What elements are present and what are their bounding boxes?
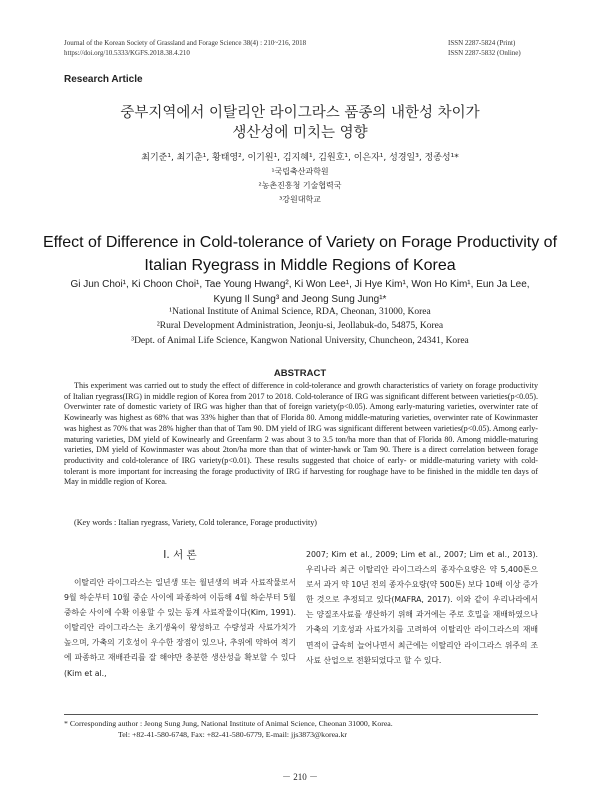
page-number: － 210 － xyxy=(281,772,318,782)
korean-affiliation-3: ³강원대학교 xyxy=(279,195,321,204)
abstract-heading: ABSTRACT xyxy=(273,368,327,379)
issn-online: ISSN 2287-5832 (Online) xyxy=(448,49,521,57)
doi-link[interactable]: https://doi.org/10.5333/KGFS.2018.38.4.210 xyxy=(64,49,190,57)
english-affiliation-1: ¹National Institute of Animal Science, RDA, Cheonan, 31000, Korea xyxy=(169,307,431,317)
footnote-line2: Tel: +82-41-580-6748, Fax: +82-41-580-6779, E-mail: jjs3873@korea.kr xyxy=(118,730,347,739)
korean-authors: 최기준¹, 최기춘¹, 황태영², 이기원¹, 김지혜¹, 김원호¹, 이은자¹, 성경일³, 정종성¹* xyxy=(141,153,459,163)
korean-title-line2: 생산성에 미치는 영향 xyxy=(232,125,368,141)
korean-affiliation-2: ²농촌진흥청 기술협력국 xyxy=(258,181,342,190)
english-title-line2: Italian Ryegrass in Middle Regions of Korea xyxy=(144,257,456,274)
journal-citation: Journal of the Korean Society of Grassland and Forage Science 38(4) : 210~216, 2018 xyxy=(64,39,307,47)
section-heading-introduction: Ⅰ. 서 론 xyxy=(163,549,197,561)
keywords-list: Italian ryegrass, Variety, Cold tolerance, Forage productivity) xyxy=(118,518,317,527)
english-affiliation-3: ³Dept. of Animal Life Science, Kangwon National University, Chuncheon, 24341, Korea xyxy=(131,336,469,346)
footnote-divider xyxy=(64,714,538,715)
english-affiliation-2: ²Rural Development Administration, Jeonju-si, Jeollabuk-do, 54875, Korea xyxy=(156,321,444,331)
intro-right-column: 2007; Kim et al., 2009; Lim et al., 2007; Lim et al., 2013). 우리나라 최근 이탈리안 라이그라스의 종자수요량은 약 5,400톤으로서 과거 약 10년 전의 종자수요량(약 500톤) 보다 10배 이상 증가한 것으로 추정되고 있다(MAFRA, 2017). 이와 같이 우리나라에서는 양질조사료를 생산하기 위해 과거에는 주로 호밀을 재배하였으나 가축의 기호성과 사료가치를 고려하여 이탈리안 라이그라스의 재배면적이 급속히 늘어나면서 최근에는 이탈리안 라이그라스 위주의 조사료 산업으로 전환되었다고 할 수 있다. xyxy=(306,550,538,665)
article-type: Research Article xyxy=(64,74,143,85)
footnote-line1: * Corresponding author : Jeong Sung Jung, National Institute of Animal Science, Cheonan 31000, Korea. xyxy=(64,719,393,728)
english-authors-line1: Gi Jun Choi¹, Ki Choon Choi¹, Tae Young Hwang², Ki Won Lee¹, Ji Hye Kim¹, Won Ho Kim¹, Eun Ja Lee, xyxy=(70,279,530,290)
abstract-text: This experiment was carried out to study the effect of difference in cold-tolerance and growth characteristics of variety on forage productivity of Italian ryegrass(IRG) in middle region of Korea from 2017 to 2018. Cold-tolerance of IRG was significant different between varieties(p<0.05). Overwinter rate of domestic variety of IRG was higher than that of foreign variety(p<0.05). Among early-maturing varieties, overwinter rate of Kowinearly was highest as 68% that was 33% higher than that of Florida 80. Among middle-maturing varieties, overwinter rate of Kowinmaster was highest as 70% that was 28% higher than that of Tam 90. DM yield of IRG was significant different between varieties(p<0.05). Among early-maturing varieties, DM yield of Kowinearly and Greenfarm 2 was about 3 to 3.5 ton/ha more than that of Florida 80. Among middle-maturing varieties, DM yield of Kowinmaster was about 2ton/ha more than that of winter-hawk or Tam 90. There is a direct correlation between forage productivity and cold-tolerance of IRG variety(p<0.01). These results suggested that choice of early- or middle-maturing variety with cold-tolerant is more important for increasing the forage productivity of IRG if harvesting for roughage have to be finished in the middle ten days of May in middle region of Korea. xyxy=(64,381,538,487)
english-title-line1: Effect of Difference in Cold-tolerance of Variety on Forage Productivity of xyxy=(42,234,558,251)
intro-left-column: 이탈리안 라이그라스는 일년생 또는 월년생의 벼과 사료작물로서 9월 하순부터 10월 중순 사이에 파종하여 이듬해 4월 하순부터 5월 중하순 사이에 수확 이용할 수 있는 동계 사료작물이다(Kim, 1991). 이탈리안 라이그라스는 초기생육이 왕성하고 수량성과 사료가치가 높으며, 가축의 기호성이 우수한 장점이 있으나, 추위에 약하여 적기에 파종하고 재배관리를 잘 해야만 충분한 생산성을 확보할 수 있다(Kim et al., xyxy=(64,578,296,678)
korean-affiliation-1: ¹국립축산과학원 xyxy=(271,167,329,176)
keywords-label: (Key words : xyxy=(74,518,117,527)
issn-print: ISSN 2287-5824 (Print) xyxy=(448,39,516,47)
korean-title-line1: 중부지역에서 이탈리안 라이그라스 품종의 내한성 차이가 xyxy=(120,105,480,121)
keywords xyxy=(64,518,538,527)
english-authors-line2: Kyung Il Sung³ and Jeong Sung Jung¹* xyxy=(213,294,387,305)
